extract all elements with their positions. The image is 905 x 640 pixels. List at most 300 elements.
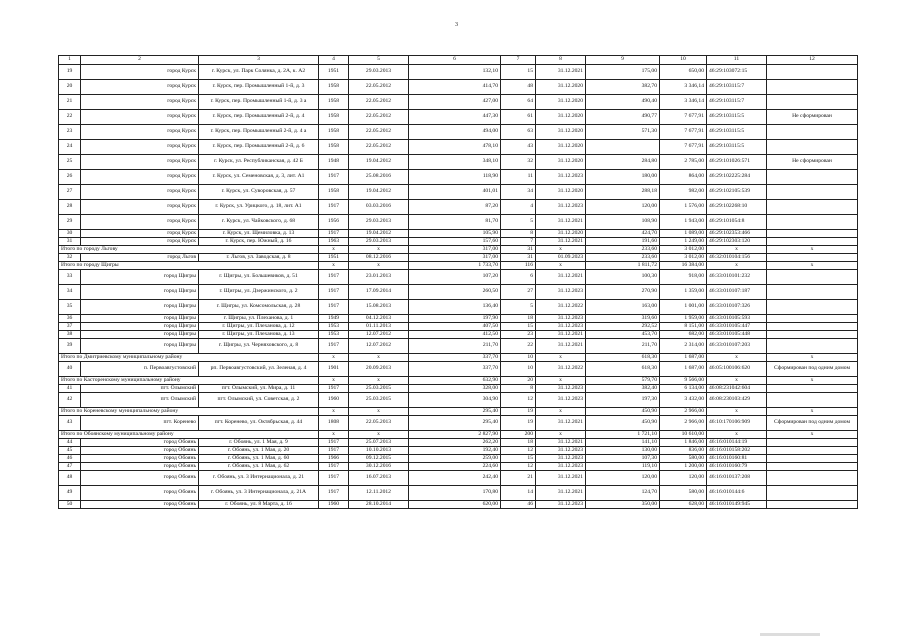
table-cell bbox=[767, 439, 858, 447]
table-row bbox=[59, 362, 858, 377]
table-cell: x bbox=[349, 377, 409, 385]
table-cell: 46:29:103072:15 bbox=[707, 65, 767, 80]
subtotal-row bbox=[59, 354, 858, 362]
table-cell: 292,52 bbox=[586, 323, 660, 331]
table-cell bbox=[767, 238, 858, 246]
table-cell: 46:29:103115:5 bbox=[707, 140, 767, 155]
table-cell: 31.12.2021 bbox=[536, 215, 586, 230]
table-cell: 130,00 bbox=[586, 447, 660, 455]
table-cell: 6 bbox=[501, 270, 536, 285]
table-body bbox=[59, 56, 858, 509]
table-cell: 31.12.2023 bbox=[536, 385, 586, 393]
table-cell: 1960 bbox=[319, 501, 349, 509]
table-cell bbox=[767, 140, 858, 155]
table-cell: 414,70 bbox=[409, 80, 501, 95]
table-cell: 211,70 bbox=[586, 339, 660, 354]
table-cell: 23 bbox=[59, 125, 81, 140]
table-cell bbox=[767, 270, 858, 285]
table-cell: 478,10 bbox=[409, 140, 501, 155]
table-cell: г. Обоянь, ул. 1 Мая, д. 20 bbox=[199, 447, 319, 455]
table-row bbox=[59, 65, 858, 80]
table-row bbox=[59, 185, 858, 200]
table-cell: 918,00 bbox=[660, 270, 707, 285]
table-cell: 3 346,14 bbox=[660, 95, 707, 110]
subtotal-row bbox=[59, 246, 858, 254]
table-cell: 5 bbox=[349, 56, 409, 65]
table-cell: г. Курск, ул. Семеновская, д. 3, лит. А1 bbox=[199, 170, 319, 185]
table-cell: 1958 bbox=[319, 110, 349, 125]
column-number-row bbox=[59, 56, 858, 65]
table-cell: 41 bbox=[59, 385, 81, 393]
table-cell: 108,90 bbox=[586, 215, 660, 230]
table-cell: 1 811,72 bbox=[586, 262, 660, 270]
table-cell: x bbox=[536, 262, 586, 270]
table-row bbox=[59, 501, 858, 509]
table-row bbox=[59, 463, 858, 471]
table-cell: 10.10.2013 bbox=[349, 447, 409, 455]
table-cell: x bbox=[767, 262, 858, 270]
table-cell: 116 bbox=[501, 262, 536, 270]
subtotal-label: Итого по Касторенскому муниципальному району bbox=[59, 377, 319, 385]
table-cell: 348,10 bbox=[409, 155, 501, 170]
table-cell: город Обоянь bbox=[81, 463, 199, 471]
table-cell: 1953 bbox=[319, 323, 349, 331]
table-cell: 1951 bbox=[319, 254, 349, 262]
table-cell: 19 bbox=[501, 408, 536, 416]
table-row bbox=[59, 285, 858, 300]
table-cell: 864,00 bbox=[660, 170, 707, 185]
table-cell bbox=[767, 471, 858, 486]
table-cell: 571,30 bbox=[586, 125, 660, 140]
table-cell: 200 bbox=[501, 431, 536, 439]
table-cell: 31.12.2021 bbox=[536, 331, 586, 339]
table-cell: 46:16:010160:81 bbox=[707, 455, 767, 463]
table-cell: 1958 bbox=[319, 140, 349, 155]
table-cell bbox=[586, 140, 660, 155]
table-row bbox=[59, 80, 858, 95]
table-cell: 19 bbox=[501, 416, 536, 431]
table-cell: 8 bbox=[501, 385, 536, 393]
table-cell: 1966 bbox=[319, 455, 349, 463]
table-cell: x bbox=[319, 408, 349, 416]
table-cell: г. Щигры, ул. Комсомольская, д. 28 bbox=[199, 300, 319, 315]
table-cell: 620,00 bbox=[409, 501, 501, 509]
table-cell: 447,30 bbox=[409, 110, 501, 125]
table-cell bbox=[767, 385, 858, 393]
subtotal-label: Итого по Дмитриевскому муниципальному району bbox=[59, 354, 319, 362]
table-cell: 46:16:010137:208 bbox=[707, 471, 767, 486]
table-cell: 2 785,00 bbox=[660, 155, 707, 170]
table-cell: пгт. Олымский, ул. Советская, д. 2 bbox=[199, 393, 319, 408]
table-cell: 46:33:010105:593 bbox=[707, 315, 767, 323]
table-cell: 119,10 bbox=[586, 463, 660, 471]
table-cell bbox=[767, 393, 858, 408]
table-cell: г. Обоянь, ул. 1 Мая, д. 9 bbox=[199, 439, 319, 447]
table-cell: 10 bbox=[660, 56, 707, 65]
table-cell: г. Курск, пер. Промышленный 1-й, д. 3 bbox=[199, 80, 319, 95]
table-cell: 31.12.2023 bbox=[536, 323, 586, 331]
table-cell: Не сформирован bbox=[767, 110, 858, 125]
table-cell: 1 576,00 bbox=[660, 200, 707, 215]
table-cell: 260,50 bbox=[409, 285, 501, 300]
table-cell: 1917 bbox=[319, 170, 349, 185]
table-cell: город Курск bbox=[81, 140, 199, 155]
table-cell: x bbox=[536, 431, 586, 439]
table-row bbox=[59, 455, 858, 463]
table-cell: город Курск bbox=[81, 238, 199, 246]
table-cell: город Курск bbox=[81, 95, 199, 110]
table-cell: город Обоянь bbox=[81, 447, 199, 455]
table-cell: 15 bbox=[501, 65, 536, 80]
subtotal-label: Итого по Кореневскому муниципальному району bbox=[59, 408, 319, 416]
table-cell: 1917 bbox=[319, 300, 349, 315]
scan-artifact bbox=[760, 633, 820, 636]
table-cell: пгт. Коренево bbox=[81, 416, 199, 431]
table-cell bbox=[767, 185, 858, 200]
table-cell: 31 bbox=[501, 246, 536, 254]
table-cell: 61 bbox=[501, 110, 536, 125]
table-cell: 1 bbox=[59, 56, 81, 65]
table-cell: x bbox=[349, 431, 409, 439]
table-cell: 81,70 bbox=[409, 215, 501, 230]
table-cell: 22.05.2012 bbox=[349, 95, 409, 110]
table-cell: 242,40 bbox=[409, 471, 501, 486]
table-cell: 1958 bbox=[319, 185, 349, 200]
table-cell: 31.12.2023 bbox=[536, 200, 586, 215]
subtotal-label: Итого по Обоянскому муниципальному району bbox=[59, 431, 319, 439]
table-cell: 5 bbox=[501, 300, 536, 315]
table-cell: пгт. Коренево, ул. Октябрьская, д. 44 bbox=[199, 416, 319, 431]
table-cell: 1 721,10 bbox=[586, 431, 660, 439]
table-cell: 412,50 bbox=[409, 331, 501, 339]
table-cell: 16.07.2013 bbox=[349, 471, 409, 486]
table-cell: 295,40 bbox=[409, 408, 501, 416]
table-cell: 170,80 bbox=[409, 486, 501, 501]
table-cell: 47 bbox=[59, 463, 81, 471]
table-cell: город Обоянь bbox=[81, 501, 199, 509]
table-cell: 46:29:103115:7 bbox=[707, 80, 767, 95]
table-cell: 20 bbox=[59, 80, 81, 95]
table-cell: 31.12.2021 bbox=[536, 270, 586, 285]
table-cell: 32 bbox=[59, 254, 81, 262]
table-cell: x bbox=[767, 354, 858, 362]
table-cell: 579,70 bbox=[586, 377, 660, 385]
table-cell: город Курск bbox=[81, 170, 199, 185]
table-cell: 427,00 bbox=[409, 95, 501, 110]
table-cell: 31.12.2020 bbox=[536, 230, 586, 238]
table-cell: x bbox=[767, 377, 858, 385]
table-cell: пгт. Олымский bbox=[81, 385, 199, 393]
table-cell: 46:16:010149:945 bbox=[707, 501, 767, 509]
table-cell: 1917 bbox=[319, 439, 349, 447]
table-cell: 2 314,00 bbox=[660, 339, 707, 354]
table-cell: 64 bbox=[501, 95, 536, 110]
table-row bbox=[59, 155, 858, 170]
table-cell: город Обоянь bbox=[81, 455, 199, 463]
table-cell: 22.05.2012 bbox=[349, 80, 409, 95]
subtotal-row bbox=[59, 431, 858, 439]
table-cell: 1808 bbox=[319, 416, 349, 431]
table-cell: 494,00 bbox=[409, 125, 501, 140]
table-cell: 1917 bbox=[319, 200, 349, 215]
table-cell bbox=[767, 455, 858, 463]
table-cell: г. Курск, пер. Промышленный 1-й, д. 3 а bbox=[199, 95, 319, 110]
table-cell: x bbox=[536, 408, 586, 416]
table-row bbox=[59, 270, 858, 285]
table-cell: 31.12.2022 bbox=[536, 300, 586, 315]
table-cell: 1917 bbox=[319, 471, 349, 486]
table-cell: г. Щигры, ул. Плеханова, д. 1 bbox=[199, 315, 319, 323]
table-cell: 29.03.2013 bbox=[349, 215, 409, 230]
table-cell: 618,30 bbox=[586, 362, 660, 377]
table-row bbox=[59, 125, 858, 140]
table-cell: x bbox=[349, 354, 409, 362]
table-cell: 17.09.2014 bbox=[349, 285, 409, 300]
table-cell: пгт. Олымский, ул. Мира, д. 11 bbox=[199, 385, 319, 393]
table-cell: 04.12.2013 bbox=[349, 315, 409, 323]
table-cell: 1 687,00 bbox=[660, 362, 707, 377]
table-cell: п. Первоавгустовский bbox=[81, 362, 199, 377]
table-cell: 233,60 bbox=[586, 254, 660, 262]
table-cell: x bbox=[767, 408, 858, 416]
table-cell: 6 bbox=[409, 56, 501, 65]
table-cell: 2 bbox=[81, 56, 199, 65]
table-cell: 5 bbox=[501, 215, 536, 230]
table-cell: Сформирован под одним домом bbox=[767, 362, 858, 377]
table-cell: город Щигры bbox=[81, 331, 199, 339]
table-cell: 1901 bbox=[319, 362, 349, 377]
table-cell: 46:16:010144:6 bbox=[707, 486, 767, 501]
table-cell bbox=[767, 95, 858, 110]
table-cell: 26 bbox=[59, 170, 81, 185]
table-cell: 46:33:010105:448 bbox=[707, 331, 767, 339]
table-cell: 1 001,00 bbox=[660, 300, 707, 315]
table-cell: г. Курск, ул. Суворовская, д. 57 bbox=[199, 185, 319, 200]
table-cell: 46:33:010107:203 bbox=[707, 339, 767, 354]
table-cell: пгт. Олымский bbox=[81, 393, 199, 408]
table-cell: 35 bbox=[59, 300, 81, 315]
table-cell bbox=[767, 254, 858, 262]
table-cell: 01.09.2023 bbox=[536, 254, 586, 262]
table-cell: 27 bbox=[59, 185, 81, 200]
table-cell: город Обоянь bbox=[81, 471, 199, 486]
table-cell: 9 bbox=[586, 56, 660, 65]
table-cell: город Щигры bbox=[81, 323, 199, 331]
subtotal-row bbox=[59, 408, 858, 416]
table-cell: 1956 bbox=[319, 215, 349, 230]
table-cell: 46:29:102225:284 bbox=[707, 170, 767, 185]
table-cell: x bbox=[319, 246, 349, 254]
table-row bbox=[59, 215, 858, 230]
table-cell: 31.12.2021 bbox=[536, 439, 586, 447]
table-cell: x bbox=[707, 431, 767, 439]
table-cell: 107,30 bbox=[586, 455, 660, 463]
table-cell: 31.12.2023 bbox=[536, 447, 586, 455]
table-cell bbox=[767, 486, 858, 501]
table-cell: 31.12.2020 bbox=[536, 125, 586, 140]
table-cell: 46:32:010104:156 bbox=[707, 254, 767, 262]
table-cell bbox=[767, 125, 858, 140]
table-cell: 48 bbox=[501, 80, 536, 95]
table-cell: 12.11.2012 bbox=[349, 486, 409, 501]
table-cell: 46:16:010160:79 bbox=[707, 463, 767, 471]
table-row bbox=[59, 254, 858, 262]
table-cell: 19.04.2012 bbox=[349, 155, 409, 170]
table-cell: 27 bbox=[501, 285, 536, 300]
table-cell: 1917 bbox=[319, 447, 349, 455]
subtotal-row bbox=[59, 377, 858, 385]
table-cell: г. Обоянь, ул. 3 Интернационала, д. 21А bbox=[199, 486, 319, 501]
table-cell: г. Курск, ул. Парк Солянка, д. 2А, к. А2 bbox=[199, 65, 319, 80]
table-cell: 31.12.2020 bbox=[536, 80, 586, 95]
table-cell: 12 bbox=[501, 393, 536, 408]
table-cell: 401,01 bbox=[409, 185, 501, 200]
table-cell: 18 bbox=[501, 439, 536, 447]
table-cell: 46 bbox=[59, 455, 81, 463]
table-cell: 682,00 bbox=[660, 331, 707, 339]
table-cell: 4 bbox=[319, 56, 349, 65]
table-cell: 31.12.2021 bbox=[536, 486, 586, 501]
table-cell: 304,90 bbox=[409, 393, 501, 408]
table-cell: 21 bbox=[501, 471, 536, 486]
table-cell: город Щигры bbox=[81, 270, 199, 285]
table-cell: 46:08:230103:429 bbox=[707, 393, 767, 408]
table-cell: 100,30 bbox=[586, 270, 660, 285]
table-cell: 337,70 bbox=[409, 354, 501, 362]
table-cell: 12.07.2012 bbox=[349, 331, 409, 339]
table-cell: 8 bbox=[536, 56, 586, 65]
table-cell: 31.12.2021 bbox=[536, 238, 586, 246]
table-cell: x bbox=[319, 354, 349, 362]
table-cell: 1 249,00 bbox=[660, 238, 707, 246]
table-cell: город Курск bbox=[81, 200, 199, 215]
table-cell: г. Льгов, ул. Заводская, д. 8 bbox=[199, 254, 319, 262]
subtotal-label: Итого по городу Льгову bbox=[59, 246, 319, 254]
table-cell: 31.12.2021 bbox=[536, 416, 586, 431]
table-cell: 31.12.2023 bbox=[536, 501, 586, 509]
table-cell: 30 bbox=[59, 230, 81, 238]
table-cell: x bbox=[319, 431, 349, 439]
table-cell: 18 bbox=[501, 315, 536, 323]
table-cell: 16 384,00 bbox=[660, 262, 707, 270]
table-cell: 46:33:010101:232 bbox=[707, 270, 767, 285]
table-cell: 1917 bbox=[319, 486, 349, 501]
table-cell bbox=[767, 300, 858, 315]
table-cell: г. Щигры, ул. Дзержинского, д. 2 bbox=[199, 285, 319, 300]
table-cell: 11 bbox=[501, 170, 536, 185]
table-cell: 1951 bbox=[319, 65, 349, 80]
table-cell: 31.12.2023 bbox=[536, 463, 586, 471]
table-cell: г. Обоянь, ул. 8 Марта, д. 16 bbox=[199, 501, 319, 509]
table-cell: 12 bbox=[501, 447, 536, 455]
table-cell: 31.12.2023 bbox=[536, 315, 586, 323]
table-cell: 30.12.2016 bbox=[349, 463, 409, 471]
table-cell: рп. Первоавгустовский, ул. Зеленая, д. 4 bbox=[199, 362, 319, 377]
housing-register-table bbox=[58, 55, 858, 509]
table-cell: 650,00 bbox=[660, 65, 707, 80]
table-cell: 44 bbox=[59, 439, 81, 447]
table-cell: г. Курск, ул. Чайковского, д. 68 bbox=[199, 215, 319, 230]
subtotal-label: Итого по городу Щигры bbox=[59, 262, 319, 270]
table-row bbox=[59, 471, 858, 486]
table-cell: 1958 bbox=[319, 125, 349, 140]
table-cell: 31.12.2020 bbox=[536, 155, 586, 170]
table-cell: 48 bbox=[59, 471, 81, 486]
table-cell: 7 677,91 bbox=[660, 110, 707, 125]
table-cell: 350,00 bbox=[586, 501, 660, 509]
table-cell: 37 bbox=[59, 323, 81, 331]
table-row bbox=[59, 447, 858, 455]
table-row bbox=[59, 238, 858, 246]
table-cell: 124,70 bbox=[586, 486, 660, 501]
table-cell: 22.05.2012 bbox=[349, 110, 409, 125]
table-cell: 46 bbox=[501, 501, 536, 509]
table-cell: 295,40 bbox=[409, 416, 501, 431]
table-cell: 25.07.2013 bbox=[349, 439, 409, 447]
table-cell: 3 346,14 bbox=[660, 80, 707, 95]
table-cell: 12.07.2012 bbox=[349, 339, 409, 354]
table-cell bbox=[767, 230, 858, 238]
table-cell: город Льгов bbox=[81, 254, 199, 262]
table-cell: 25 bbox=[59, 155, 81, 170]
table-cell: x bbox=[536, 377, 586, 385]
table-cell: 34 bbox=[59, 285, 81, 300]
table-cell: 136,40 bbox=[409, 300, 501, 315]
table-cell: г. Щигры, ул. Плеханова, д. 12 bbox=[199, 323, 319, 331]
table-cell: 1960 bbox=[319, 393, 349, 408]
table-cell bbox=[767, 501, 858, 509]
table-cell: 328,00 bbox=[409, 385, 501, 393]
table-cell: 31.12.2023 bbox=[536, 393, 586, 408]
table-cell: 580,00 bbox=[660, 486, 707, 501]
table-cell: 43 bbox=[501, 140, 536, 155]
table-cell: г. Щигры, ул. Плеханова, д. 13 bbox=[199, 331, 319, 339]
table-cell: 1953 bbox=[319, 331, 349, 339]
table-cell: город Курск bbox=[81, 65, 199, 80]
table-row bbox=[59, 140, 858, 155]
table-cell: 22.05.2012 bbox=[349, 125, 409, 140]
table-cell: 46:29:101054:8 bbox=[707, 215, 767, 230]
table-cell bbox=[767, 331, 858, 339]
table-cell: 46:16:010144:19 bbox=[707, 439, 767, 447]
table-cell: 8 151,00 bbox=[660, 323, 707, 331]
table-cell: 46:29:102353:466 bbox=[707, 230, 767, 238]
table-cell bbox=[767, 215, 858, 230]
table-cell: 2 966,00 bbox=[660, 408, 707, 416]
table-cell: 31.12.2022 bbox=[536, 362, 586, 377]
table-cell: 284,80 bbox=[586, 155, 660, 170]
table-cell bbox=[767, 65, 858, 80]
table-cell: 10 bbox=[501, 354, 536, 362]
table-cell: x bbox=[707, 246, 767, 254]
table-cell: 319,60 bbox=[586, 315, 660, 323]
table-cell: 28 bbox=[59, 200, 81, 215]
table-cell: 31.12.2020 bbox=[536, 185, 586, 200]
table-cell: 180,00 bbox=[586, 170, 660, 185]
table-cell: 450,90 bbox=[586, 416, 660, 431]
table-cell: 337,70 bbox=[409, 362, 501, 377]
table-cell: 46:33:010107:187 bbox=[707, 285, 767, 300]
table-cell: 49 bbox=[59, 486, 81, 501]
table-cell: 3 bbox=[199, 56, 319, 65]
table-row bbox=[59, 300, 858, 315]
table-cell: 120,00 bbox=[586, 471, 660, 486]
table-cell: г. Обоянь, ул. 1 Мая, д. 62 bbox=[199, 463, 319, 471]
table-cell: 12 bbox=[501, 463, 536, 471]
table-cell: 28.10.2014 bbox=[349, 501, 409, 509]
table-cell: 407,50 bbox=[409, 323, 501, 331]
table-cell: 580,00 bbox=[660, 455, 707, 463]
